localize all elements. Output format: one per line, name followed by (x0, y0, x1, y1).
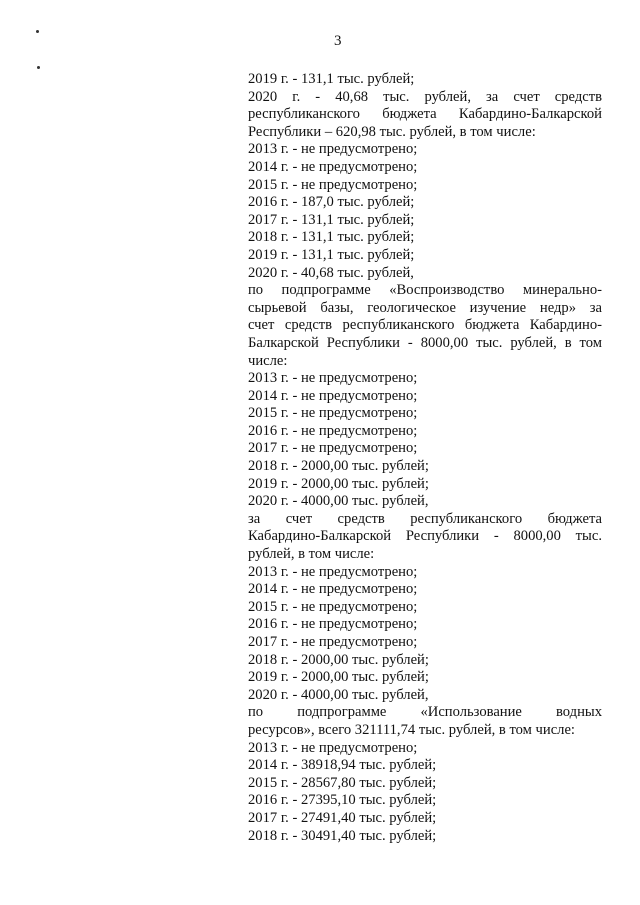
text-line: 2013 г. - не предусмотрено; (248, 739, 418, 756)
text-line: 2016 г. - не предусмотрено; (248, 616, 418, 633)
text-line: 2015 г. - 28567,80 тыс. рублей; (248, 774, 437, 791)
text-line: по подпрограмме «Воспроизводство минерально- (248, 282, 602, 299)
text-line: 2020 г. - 40,68 тыс. рублей, (248, 264, 414, 281)
text-line: сырьевой базы, геологическое изучение недр» за (248, 299, 602, 316)
text-line: 2016 г. - не предусмотрено; (248, 422, 418, 439)
text-line: по подпрограмме «Использование водных (248, 704, 602, 721)
text-line: 2016 г. - 187,0 тыс. рублей; (248, 194, 415, 211)
text-line: 2015 г. - не предусмотрено; (248, 176, 418, 193)
text-line: 2017 г. - не предусмотрено; (248, 634, 418, 650)
text-line: 2014 г. - не предусмотрено; (248, 387, 418, 404)
text-line: республиканского бюджета Кабардино-Балкарской (248, 106, 602, 123)
text-line: 2019 г. - 131,1 тыс. рублей; (248, 71, 415, 87)
text-line: 2014 г. - не предусмотрено; (248, 158, 418, 175)
document-body (248, 71, 602, 845)
text-line: 2020 г. - 4000,00 тыс. рублей, (248, 686, 429, 703)
text-line: 2014 г. - 38918,94 тыс. рублей; (248, 757, 437, 774)
text-line: 2015 г. - не предусмотрено; (248, 405, 418, 422)
text-line: 2018 г. - 131,1 тыс. рублей; (248, 229, 415, 246)
text-line: 2020 г. - 4000,00 тыс. рублей, (248, 493, 429, 510)
text-line: 2017 г. - 27491,40 тыс. рублей; (248, 809, 437, 826)
text-line: 2018 г. - 2000,00 тыс. рублей; (248, 458, 429, 475)
scan-speck (37, 66, 40, 69)
page-number: 3 (334, 33, 342, 49)
text-line: 2017 г. - 131,1 тыс. рублей; (248, 211, 415, 228)
text-line: 2018 г. - 2000,00 тыс. рублей; (248, 651, 429, 668)
text-line: счет средств республиканского бюджета Кабардино- (248, 317, 602, 334)
text-line: Кабардино-Балкарской Республики - 8000,00 тыс. (248, 528, 602, 545)
text-line: 2017 г. - не предусмотрено; (248, 440, 418, 457)
text-line: 2020 г. - 40,68 тыс. рублей, за счет средств (248, 88, 602, 105)
text-line: 2019 г. - 131,1 тыс. рублей; (248, 246, 415, 263)
text-line: числе: (248, 352, 288, 369)
text-line: Балкарской Республики - 8000,00 тыс. рублей, в том (248, 334, 602, 351)
scan-speck (36, 30, 39, 33)
text-line: 2013 г. - не предусмотрено; (248, 370, 418, 387)
text-line: ресурсов», всего 321111,74 тыс. рублей, в том числе: (248, 721, 575, 738)
text-line: 2014 г. - не предусмотрено; (248, 581, 418, 598)
text-line: 2016 г. - 27395,10 тыс. рублей; (248, 792, 437, 809)
text-line: 2019 г. - 2000,00 тыс. рублей; (248, 669, 429, 686)
text-line: 2013 г. - не предусмотрено; (248, 563, 418, 580)
text-line: за счет средств республиканского бюджета (248, 510, 602, 527)
text-line: рублей, в том числе: (248, 546, 375, 563)
text-line: 2015 г. - не предусмотрено; (248, 598, 418, 615)
text-line: 2013 г. - не предусмотрено; (248, 141, 418, 158)
text-line: 2019 г. - 2000,00 тыс. рублей; (248, 475, 429, 492)
text-line: 2018 г. - 30491,40 тыс. рублей; (248, 827, 437, 844)
text-line: Республики – 620,98 тыс. рублей, в том числе: (248, 123, 536, 140)
